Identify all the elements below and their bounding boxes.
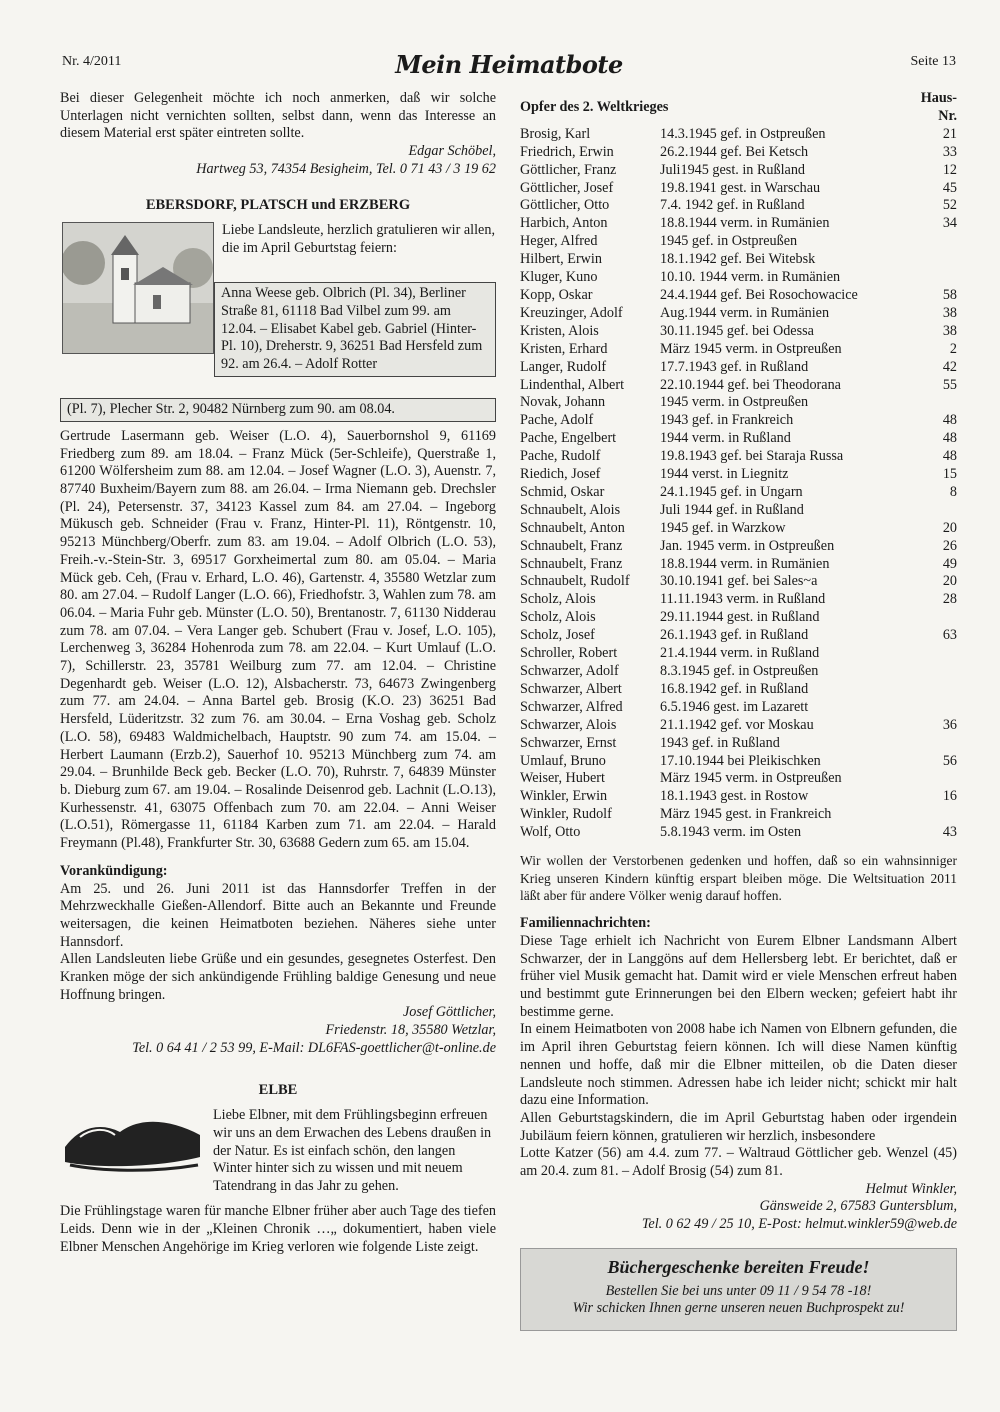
right-column — [520, 90, 957, 1331]
victim-fate: 5.8.1943 verm. im Osten — [660, 824, 802, 841]
house-number: 49 — [942, 555, 957, 572]
victim-name: Schnaubelt, Anton — [520, 519, 625, 536]
intro-signature-name: Edgar Schöbel, — [408, 143, 496, 160]
victim-fate: 1943 gef. in Frankreich — [660, 412, 794, 429]
landscape-drawing — [60, 1107, 205, 1179]
victim-name: Pache, Adolf — [520, 412, 594, 429]
victim-name: Kreuzinger, Adolf — [520, 304, 623, 321]
house-number: 20 — [942, 519, 957, 536]
victim-name: Weiser, Hubert — [520, 770, 605, 787]
victim-name: Schwarzer, Alfred — [520, 698, 623, 715]
victim-fate: 1945 gef. in Ostpreußen — [660, 233, 798, 250]
victim-fate: 10.10. 1944 verm. in Rumänien — [660, 269, 841, 286]
table-row — [520, 556, 957, 574]
victim-fate: 30.11.1945 gef. bei Odessa — [660, 322, 814, 339]
church-block — [60, 222, 496, 373]
greeting-text: Liebe Landsleute, herzlich gratulieren wir allen, die im April Geburtstag feiern: — [222, 222, 495, 256]
highlight-box-1: Anna Weese geb. Olbrich (Pl. 34), Berliner Straße 81, 61118 Bad Vilbel zum 99. am 12.04. – Elisabet Kabel geb. Gabriel (Hinter-Pl. 10), Dreherstr. 9, 36251 Bad Hersfeld zum 92. am 26.4. – Adolf Rotter — [214, 282, 496, 377]
house-number: 36 — [942, 716, 957, 733]
victim-fate: 26.1.1943 gef. in Rußland — [660, 627, 809, 644]
victim-fate: 18.8.1944 verm. in Rumänien — [660, 215, 830, 232]
victim-fate: März 1945 verm. in Ostpreußen — [660, 340, 842, 357]
table-row — [520, 180, 957, 198]
elbe-text: Die Frühlingstage waren für manche Elbner früher aber auch Tage des tiefen Leids. Denn wie in der „Kleinen Chronik …„ dokumentiert, haben viele Elbner Menschen Angehörige im Krieg verloren wie folgende Liste zeigt. — [60, 1203, 496, 1255]
house-number: 56 — [942, 752, 957, 769]
announce-text: Am 25. und 26. Juni 2011 ist das Hannsdorfer Treffen in der Mehrzweckhalle Gießen-Allendorf. Bitte auch an Bekannte und Freunde weitersagen, die keinen Heimatboten beziehen. Näheres siehe unter Hannsdorf. — [60, 880, 496, 950]
page-number: Seite 13 — [910, 54, 956, 69]
house-number: 48 — [942, 430, 957, 447]
house-number: 28 — [942, 591, 957, 608]
table-row — [520, 287, 957, 305]
table-row — [520, 788, 957, 806]
victim-name: Umlauf, Bruno — [520, 752, 606, 769]
table-row — [520, 824, 957, 842]
house-number: 12 — [942, 161, 957, 178]
victim-fate: 18.1.1943 gest. in Rostow — [660, 788, 809, 805]
victim-name: Brosig, Karl — [520, 125, 591, 142]
house-number: 52 — [942, 197, 957, 214]
table-header-row — [520, 90, 957, 126]
house-number: 8 — [949, 483, 957, 500]
elbe-greeting: Liebe Elbner, mit dem Frühlingsbeginn erfreuen wir uns an dem Erwachen des Lebens draußen in der Natur. Es ist einfach schön, den langen Winter hinter sich zu wissen und mit neuem Tatendrang in das Jahr zu gehen. — [213, 1107, 492, 1195]
house-number: 55 — [942, 376, 957, 393]
announce-signature-address: Friedenstr. 18, 35580 Wetzlar, — [325, 1022, 496, 1039]
table-row — [520, 197, 957, 215]
house-number — [917, 663, 957, 681]
table-row — [520, 681, 957, 699]
table-row — [520, 412, 957, 430]
victim-fate: 1944 verst. in Liegnitz — [660, 466, 789, 483]
house-number — [917, 681, 957, 699]
victim-name: Pache, Engelbert — [520, 430, 617, 447]
church-photo — [62, 222, 214, 354]
table-row — [520, 538, 957, 556]
victim-fate: März 1945 verm. in Ostpreußen — [660, 770, 842, 787]
house-number: 33 — [942, 143, 957, 160]
table-row — [520, 717, 957, 735]
table-row — [520, 251, 957, 269]
victim-fate: Jan. 1945 verm. in Ostpreußen — [660, 537, 835, 554]
house-number — [917, 699, 957, 717]
house-number: 58 — [942, 286, 957, 303]
victim-fate: 18.8.1944 verm. in Rumänien — [660, 555, 830, 572]
family-news-title: Familiennachrichten: — [520, 915, 651, 932]
victim-fate: 18.1.1942 gef. Bei Witebsk — [660, 251, 816, 268]
house-number: 15 — [942, 466, 957, 483]
victim-fate: 1945 gef. in Warzkow — [660, 519, 786, 536]
victim-name: Harbich, Anton — [520, 215, 608, 232]
table-row — [520, 699, 957, 717]
victim-fate: 11.11.1943 verm. in Rußland — [660, 591, 826, 608]
house-number — [917, 233, 957, 251]
left-column — [60, 90, 496, 1256]
house-number: 45 — [942, 179, 957, 196]
victim-name: Riedich, Josef — [520, 466, 601, 483]
house-number — [917, 269, 957, 287]
intro-text: Bei dieser Gelegenheit möchte ich noch anmerken, daß wir solche Unterlagen nicht vernichten sollten, selbst dann, wenn das Interesse an diesem Material erst später eintreten sollte. — [60, 90, 496, 142]
highlight-box-2: (Pl. 7), Plecher Str. 2, 90482 Nürnberg zum 90. am 08.04. — [60, 398, 496, 422]
house-number: 20 — [942, 573, 957, 590]
intro-signature-address: Hartweg 53, 74354 Besigheim, Tel. 0 71 43 / 3 19 62 — [196, 160, 496, 177]
house-number: 42 — [942, 358, 957, 375]
ad-title: Büchergeschenke bereiten Freude! — [607, 1256, 870, 1277]
table-row — [520, 126, 957, 144]
table-row — [520, 430, 957, 448]
house-number: 48 — [942, 448, 957, 465]
victim-name: Kopp, Oskar — [520, 286, 593, 303]
table-row — [520, 502, 957, 520]
victim-name: Scholz, Josef — [520, 627, 595, 644]
house-number — [917, 645, 957, 663]
signature-name: Helmut Winkler, — [865, 1180, 957, 1197]
table-row — [520, 359, 957, 377]
table-row — [520, 770, 957, 788]
page-header — [62, 50, 956, 80]
family-news-text-3: Allen Geburtstagskindern, die im April Geburtstag haben oder irgendein Jubiläum feiern können, gratulieren wir herzlich, insbesondere — [520, 1109, 957, 1144]
victim-name: Schroller, Robert — [520, 645, 618, 662]
victim-fate: 6.5.1946 gest. im Lazarett — [660, 698, 809, 715]
elbe-block — [60, 1107, 496, 1195]
table-row — [520, 269, 957, 287]
victim-name: Schwarzer, Alois — [520, 716, 617, 733]
announce-signature-name: Josef Göttlicher, — [403, 1004, 496, 1021]
victim-name: Göttlicher, Franz — [520, 161, 617, 178]
victim-name: Schnaubelt, Franz — [520, 537, 623, 554]
section-title-elbe: ELBE — [258, 1081, 298, 1098]
victim-name: Kristen, Erhard — [520, 340, 608, 357]
victim-name: Hilbert, Erwin — [520, 251, 602, 268]
signature-address: Gänsweide 2, 67583 Guntersblum, — [759, 1198, 957, 1215]
victim-name: Schwarzer, Adolf — [520, 663, 619, 679]
family-news-text-4: Lotte Katzer (56) am 4.4. zum 77. – Waltraud Göttlicher geb. Wenzel (45) am 20.4. zum 81. – Adolf Brosig (54) zum 81. — [520, 1145, 957, 1180]
victim-name: Kluger, Kuno — [520, 269, 598, 286]
victim-fate: 22.10.1944 gef. bei Theodorana — [660, 376, 841, 393]
victim-fate: 1945 verm. in Ostpreußen — [660, 394, 809, 411]
announce-signature-contact: Tel. 0 64 41 / 2 53 99, E-Mail: DL6FAS-goettlicher@t-online.de — [132, 1039, 496, 1056]
victim-fate: 29.11.1944 gest. in Rußland — [660, 609, 820, 626]
victim-name: Scholz, Alois — [520, 591, 596, 608]
family-news-text-2: In einem Heimatboten von 2008 habe ich Namen von Elbnern gefunden, die im April ihren Geburtstag feiern können. Ich will diese Namen künftig nennen und hoffe, daß mir die Elbner mitteilen, ob die Daten dieser Landsleute noch stimmen. Adressen habe ich leider nicht; schickt mir halt dazu eine Information. — [520, 1021, 957, 1109]
house-number: 16 — [942, 788, 957, 805]
victim-name: Schnaubelt, Alois — [520, 501, 621, 518]
family-news-text-1: Diese Tage erhielt ich Nachricht von Eurem Elbner Landsmann Albert Schwarzer, der in Langgöns auf dem Hellersberg lebt. Er berichtet, daß er früher viel Musik gemacht hat. Damit wird er viele Menschen erfreut haben und bestimmt gute Erinnerungen bei den Elbern wecken; gefeiert habt ihr bestimme gerne. — [520, 932, 957, 1020]
house-number: 26 — [942, 537, 957, 554]
table-row — [520, 663, 957, 681]
victim-fate: Juli 1944 gef. in Rußland — [660, 501, 804, 518]
victim-name: Winkler, Rudolf — [520, 806, 612, 823]
victim-fate: Juli1945 gest. in Rußland — [660, 161, 806, 178]
birthday-list: Gertrude Lasermann geb. Weiser (L.O. 4), Sauerbornshol 9, 61169 Friedberg zum 89. am 18.04. – Franz Mück (5er-Schleife), Querstraße 1, 61200 Wölfersheim zum 88. am 12.04. – Josef Wagner (L.O. 3), Auenstr. 7, 87740 Buxheim/Bayern zum 88. am 26.04. – Irma Niemann geb. Drechsler (Pl. 24), Petersenstr. 37, 34123 Kassel zum 84. am 27.04. – Ingeborg Mükusch geb. Schneider (Frau v. Franz, Hinter-Pl. 11), Röntgenstr. 10, 95213 Münchberg/Oberfr. zum 83. am 19.04. – Adolf Olbrich (L.O. 53), Freih.-v.-Stein-Str. 3, 69517 Gorxheimertal zum 80. am 05.04. – Maria Mück geb. Ceh, (Frau v. Erhard, L.O. 46), Gartenstr. 4, 35580 Wetzlar zum 80. am 27.04. – Rudolf Langer (L.O. 66), Friedhofstr. 3, Wahlen zum 78. am 06.04. – Maria Fuhr geb. Münster (L.O. 50), Brentanostr. 7, 61130 Nidderau zum 78. am 07.04. – Vera Langer geb. Schubert (Frau v. Josef, L.O. 105), Lerchenweg 3, 36284 Hohenroda zum 78. am 22.04. – Kurt Umlauf (L.O. 7), Schillerstr. 23, 35781 Weilburg zum 77. am 12.04. – Christine Degenhardt geb. Weiser (L.O. 12), Alsbacherstr. 73, 64673 Zwingenberg zum 77. am 24.04. – Anna Bartel geb. Brosig (K.O. 23) 36251 Bad Hersfeld, Lüderitzstr. 32 zum 76. am 30.04. – Erna Voshag geb. Scholz (L.O. 58), 69483 Waldmichelbach, Hauptstr. 90 zum 74. am 15.04. – Herbert Laumann (Erzb.2), Sauerhof 10. 95213 Münchberg zum 74. am 29.04. – Brunhilde Beck geb. Becker (L.O. 70), Ruhrstr. 7, 64839 Münster b. Dieburg zum 67. am 19.04. – Rosalinde Deisenrod geb. Lachnit (L.O.13), Kurhessenstr. 41, 63075 Offenbach zum 70. am 22.04. – Anni Weiser (L.O.51), Römergasse 11, 61184 Karben zum 71. am 22.04. – Harald Freymann (Pl.48), Frankfurter Str. 30, 63688 Gedern zum 65. am 15.04. — [60, 427, 496, 852]
victim-name: Schmid, Oskar — [520, 483, 605, 500]
house-number: 38 — [942, 322, 957, 339]
table-row — [520, 753, 957, 771]
victim-name: Schnaubelt, Rudolf — [520, 573, 630, 590]
victim-name: Winkler, Erwin — [520, 788, 608, 805]
signature-contact: Tel. 0 62 49 / 25 10, E-Post: helmut.winkler59@web.de — [641, 1216, 957, 1233]
victim-fate: 24.1.1945 gef. in Ungarn — [660, 483, 803, 500]
victim-name: Schnaubelt, Franz — [520, 555, 623, 572]
house-number — [917, 735, 957, 753]
table-row — [520, 144, 957, 162]
war-victims-table — [520, 90, 957, 842]
house-number: 38 — [942, 304, 957, 321]
victim-fate: 17.7.1943 gef. in Rußland — [660, 358, 809, 375]
announce-title: Vorankündigung: — [60, 862, 168, 879]
victim-fate: März 1945 gest. in Frankreich — [660, 806, 832, 823]
table-row — [520, 394, 957, 412]
table-row — [520, 627, 957, 645]
table-row — [520, 591, 957, 609]
victim-fate: 1943 gef. in Rußland — [660, 734, 780, 751]
house-number — [917, 806, 957, 824]
victim-name: Lindenthal, Albert — [520, 376, 625, 393]
table-row — [520, 609, 957, 627]
table-title: Opfer des 2. Weltkrieges — [520, 98, 669, 115]
book-ad-box — [520, 1248, 957, 1331]
table-row — [520, 162, 957, 180]
victim-fate: 7.4. 1942 gef. in Rußland — [660, 197, 805, 214]
table-row — [520, 233, 957, 251]
table-row — [520, 305, 957, 323]
table-row — [520, 215, 957, 233]
table-row — [520, 520, 957, 538]
table-row — [520, 323, 957, 341]
victim-fate: 26.2.1944 gef. Bei Ketsch — [660, 143, 809, 160]
victim-fate: 16.8.1942 gef. in Rußland — [660, 680, 809, 697]
victim-fate: 24.4.1944 gef. Bei Rosochowacice — [660, 286, 858, 303]
victim-fate: 21.1.1942 gef. vor Moskau — [660, 716, 814, 733]
house-number-header: Haus-Nr. — [920, 90, 957, 124]
victim-name: Scholz, Alois — [520, 609, 596, 626]
victim-fate: 1944 verm. in Rußland — [660, 430, 791, 447]
house-number: 2 — [949, 340, 957, 357]
house-number — [917, 502, 957, 520]
section-title-ebersdorf: EBERSDORF, PLATSCH und ERZBERG — [145, 196, 411, 213]
memorial-text: Wir wollen der Verstorbenen gedenken und hoffen, daß so ein wahnsinniger Krieg unseren Kindern künftig erspart bleiben möge. Die Weltsituation 2011 läßt aber für andere Völker wenig darauf hoffen. — [520, 853, 957, 904]
announce-text-2: Allen Landsleuten liebe Grüße und ein gesundes, gesegnetes Osterfest. Den Kranken möge der sich ankündigende Frühling baldige Genesung und neue Hoffnung bringen. — [60, 951, 496, 1003]
house-number — [917, 609, 957, 627]
victim-name: Göttlicher, Josef — [520, 179, 614, 196]
victim-fate: 19.8.1943 gef. bei Staraja Russa — [660, 448, 844, 465]
victim-fate: 21.4.1944 verm. in Rußland — [660, 645, 820, 662]
house-number: 34 — [942, 215, 957, 232]
table-row — [520, 341, 957, 359]
victim-name: Wolf, Otto — [520, 824, 581, 841]
victim-name: Pache, Rudolf — [520, 448, 601, 465]
victim-fate: 30.10.1941 gef. bei Sales~a — [660, 573, 818, 590]
house-number — [917, 251, 957, 269]
victim-fate: 19.8.1941 gest. in Warschau — [660, 179, 821, 196]
ad-line-2: Wir schicken Ihnen gerne unseren neuen Buchprospekt zu! — [572, 1300, 905, 1317]
table-row — [520, 735, 957, 753]
victim-name: Schwarzer, Ernst — [520, 734, 617, 751]
victim-name: Schwarzer, Albert — [520, 680, 622, 697]
table-row — [520, 448, 957, 466]
house-number: 48 — [942, 412, 957, 429]
victim-name: Friedrich, Erwin — [520, 143, 614, 160]
victim-name: Göttlicher, Otto — [520, 197, 610, 214]
ad-line-1: Bestellen Sie bei uns unter 09 11 / 9 54 78 -18! — [605, 1282, 872, 1299]
table-row — [520, 466, 957, 484]
victim-fate: 8.3.1945 gef. in Ostpreußen — [660, 663, 819, 679]
house-number — [917, 770, 957, 788]
victim-name: Kristen, Alois — [520, 322, 599, 339]
issue-number: Nr. 4/2011 — [62, 54, 122, 69]
victim-name: Heger, Alfred — [520, 233, 598, 250]
table-row — [520, 645, 957, 663]
house-number: 43 — [942, 824, 957, 841]
house-number: 21 — [942, 125, 957, 142]
victim-fate: Aug.1944 verm. in Rumänien — [660, 304, 830, 321]
victim-fate: 17.10.1944 bei Pleikischken — [660, 752, 821, 769]
house-number: 63 — [942, 627, 957, 644]
table-row — [520, 377, 957, 395]
table-row — [520, 484, 957, 502]
masthead-logo: Mein Heimatbote — [395, 50, 623, 79]
table-row — [520, 806, 957, 824]
house-number — [917, 394, 957, 412]
table-row — [520, 573, 957, 591]
victim-name: Novak, Johann — [520, 394, 606, 411]
victim-fate: 14.3.1945 gef. in Ostpreußen — [660, 125, 826, 142]
victim-name: Langer, Rudolf — [520, 358, 607, 375]
